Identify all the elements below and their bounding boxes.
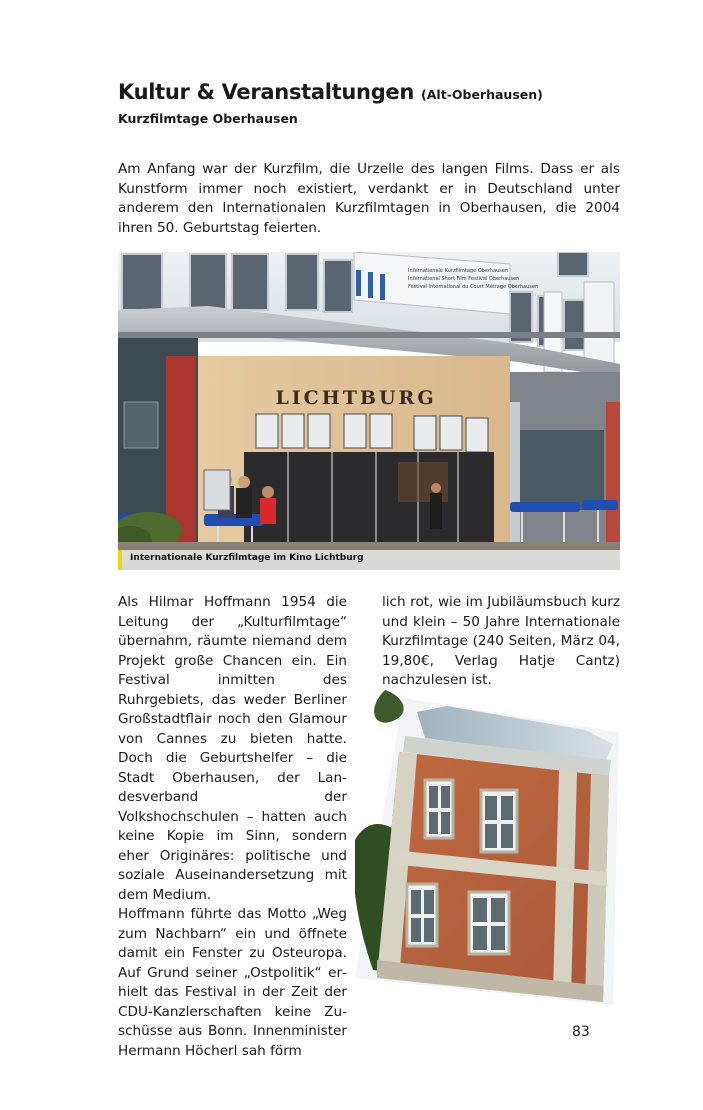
body-paragraph-1: Als Hilmar Hoffmann 1954 die Leitung der „Kulturfilmtage“ übernahm, räumte niemand dem Projekt große Chancen ein. Ein Festival inmitten des Ruhrgebiets, das weder Berliner Großstadtflair noch den Glamour von Cannes zu bieten hatte. Doch die Geburtshelfer – die Stadt Oberhausen, der Landesverband der Volkshochschulen – hatten auch keine Kopie im Sinn, sondern eher Originäres: politische und soziale Auseinandersetzung mit dem Medium. [118, 594, 347, 903]
banner-line-1: Internationale Kurzfilmtage Oberhausen [408, 268, 509, 274]
lichtburg-photo-image [118, 252, 620, 570]
title-main: Kultur & Veranstaltungen [118, 80, 415, 104]
body-column-left [118, 593, 347, 1061]
photo-caption-bar [118, 550, 620, 570]
lichtburg-sign: LICHTBURG [275, 387, 437, 409]
section-subtitle: Kurzfilmtage Oberhausen [118, 111, 298, 126]
body-paragraph-2: Hoffmann führte das Motto „Weg zum Nachbarn“ ein und öffnete damit ein Fenster zu Osteuropa. Auf Grund seiner „Ostpolitik“ erhielt das Festival in der Zeit der CDU-Kanzlerschaften keine Zuschüsse aus Bonn. Innenminister Hermann Höcherl sah förm [118, 906, 347, 1059]
villa-photo [355, 690, 620, 1005]
photo-caption: Internationale Kurzfilmtage im Kino Lichtburg [130, 553, 364, 563]
title-suffix: (Alt-Oberhausen) [421, 87, 543, 102]
intro-paragraph: Am Anfang war der Kurzfilm, die Urzelle des langen Films. Dass er als Kunstform immer noch existiert, verdankt er in Deutschland unter anderem den Internationalen Kurzfilmtagen in Oberhausen, die 2004 ihren 50. Geburtstag feierten. [118, 161, 620, 236]
lichtburg-photo [118, 252, 620, 570]
banner-line-2: International Short Film Festival Oberhausen [408, 276, 520, 282]
page-title [118, 80, 543, 104]
page-number: 83 [572, 1024, 590, 1040]
body-column-right: lich rot, wie im Jubiläumsbuch kurz und klein – 50 Jahre Internationale Kurzfilmtage (240 Seiten, März 04, 19,80€, Verlag Hatje Cantz) nachzulesen ist. [382, 594, 620, 688]
banner-line-3: Festival International du Court Métrage Oberhausen [408, 284, 539, 290]
villa-photo-image [355, 690, 620, 1005]
